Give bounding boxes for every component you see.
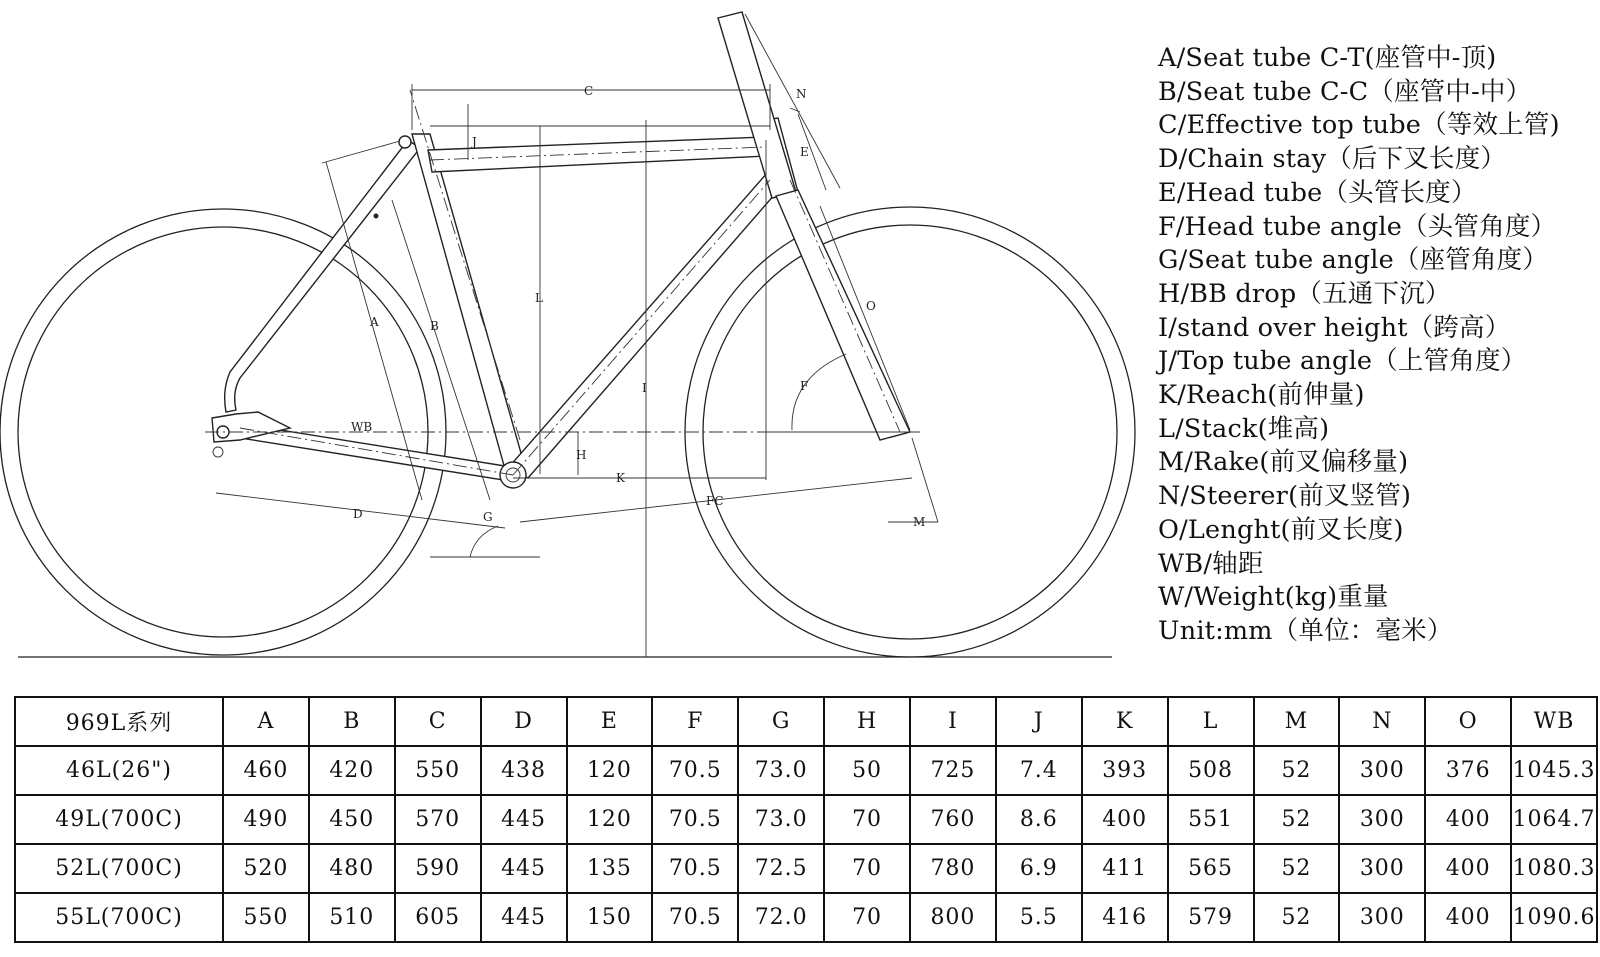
table-cell: 135	[567, 844, 653, 893]
table-cell: 760	[910, 795, 996, 844]
table-cell: 445	[481, 844, 567, 893]
dimension-lines	[216, 14, 938, 657]
label-c: C	[584, 84, 594, 98]
geometry-spec-table	[14, 696, 1598, 943]
table-cell: 1080.3	[1511, 844, 1597, 893]
label-l: L	[535, 291, 543, 305]
table-cell: 120	[567, 746, 653, 795]
label-m: M	[913, 515, 926, 529]
header-cell: E	[567, 697, 653, 746]
table-cell: 300	[1339, 746, 1425, 795]
table-cell: 70.5	[652, 795, 738, 844]
table-cell: 800	[910, 893, 996, 942]
table-cell: 450	[309, 795, 395, 844]
header-cell: B	[309, 697, 395, 746]
table-cell: 510	[309, 893, 395, 942]
legend-item: M/Rake(前叉偏移量)	[1158, 447, 1409, 478]
table-cell: 376	[1425, 746, 1511, 795]
table-cell: 570	[395, 795, 481, 844]
table-cell: 780	[910, 844, 996, 893]
table-cell: 300	[1339, 844, 1425, 893]
legend-item: O/Lenght(前叉长度)	[1158, 514, 1404, 545]
seat-tube	[412, 134, 527, 480]
label-k: K	[616, 471, 625, 485]
geometry-legend	[1158, 42, 1598, 649]
table-header-row	[15, 697, 1597, 746]
header-cell: L	[1168, 697, 1254, 746]
table-cell: 550	[395, 746, 481, 795]
label-i: I	[642, 381, 647, 395]
label-o: O	[866, 299, 876, 313]
label-d: D	[353, 507, 363, 521]
header-cell: K	[1082, 697, 1168, 746]
table-cell: 550	[223, 893, 309, 942]
table-cell: 52	[1254, 844, 1340, 893]
label-b: B	[430, 319, 439, 333]
legend-item: W/Weight(kg)重量	[1158, 582, 1389, 613]
table-cell: 70	[824, 844, 910, 893]
table-cell: 605	[395, 893, 481, 942]
table-cell: 445	[481, 893, 567, 942]
header-cell: H	[824, 697, 910, 746]
table-cell: 70.5	[652, 746, 738, 795]
label-h: H	[576, 448, 587, 462]
legend-item: A/Seat tube C-T(座管中-顶)	[1158, 43, 1497, 73]
table-cell: 393	[1082, 746, 1168, 795]
table-cell: 8.6	[996, 795, 1082, 844]
table-cell: 1064.7	[1511, 795, 1597, 844]
table-cell: 420	[309, 746, 395, 795]
legend-item: F/Head tube angle（头管角度）	[1158, 211, 1557, 242]
table-cell: 590	[395, 844, 481, 893]
header-cell: 969L系列	[15, 697, 223, 746]
table-cell: 579	[1168, 893, 1254, 942]
label-wb: WB	[351, 420, 373, 434]
header-cell: G	[738, 697, 824, 746]
table-cell: 300	[1339, 893, 1425, 942]
table-cell: 70.5	[652, 844, 738, 893]
header-cell: M	[1254, 697, 1340, 746]
table-cell: 52	[1254, 795, 1340, 844]
label-n: N	[796, 87, 807, 101]
legend-item: WB/轴距	[1158, 548, 1264, 579]
table-row	[15, 844, 1597, 893]
table-cell: 120	[567, 795, 653, 844]
header-cell: D	[481, 697, 567, 746]
legend-item: C/Effective top tube（等效上管)	[1158, 110, 1560, 141]
size-cell: 55L(700C)	[15, 893, 223, 942]
header-cell: O	[1425, 697, 1511, 746]
legend-item: K/Reach(前伸量)	[1158, 380, 1365, 411]
table-cell: 400	[1425, 795, 1511, 844]
table-cell: 72.0	[738, 893, 824, 942]
table-cell: 551	[1168, 795, 1254, 844]
table-cell: 1045.3	[1511, 746, 1597, 795]
top-tube	[428, 137, 766, 172]
table-cell: 5.5	[996, 893, 1082, 942]
table-cell: 411	[1082, 844, 1168, 893]
table-cell: 416	[1082, 893, 1168, 942]
table-cell: 300	[1339, 795, 1425, 844]
legend-item: Unit:mm（单位：毫米）	[1158, 615, 1453, 646]
legend-item: N/Steerer(前叉竖管)	[1158, 481, 1412, 512]
table-cell: 480	[309, 844, 395, 893]
table-cell: 72.5	[738, 844, 824, 893]
table-cell: 150	[567, 893, 653, 942]
table-cell: 400	[1082, 795, 1168, 844]
legend-item: I/stand over height（跨高）	[1158, 312, 1511, 343]
table-cell: 70	[824, 893, 910, 942]
table-cell: 460	[223, 746, 309, 795]
label-fc: FC	[706, 494, 724, 508]
table-cell: 400	[1425, 893, 1511, 942]
legend-item: E/Head tube（头管长度）	[1158, 177, 1477, 208]
label-a: A	[370, 315, 379, 329]
table-cell: 52	[1254, 746, 1340, 795]
table-cell: 70	[824, 795, 910, 844]
table-cell: 520	[223, 844, 309, 893]
table-cell: 725	[910, 746, 996, 795]
table-cell: 70.5	[652, 893, 738, 942]
header-cell: C	[395, 697, 481, 746]
table-cell: 445	[481, 795, 567, 844]
label-g: G	[483, 510, 493, 524]
table-row	[15, 795, 1597, 844]
label-f: F	[800, 379, 809, 393]
header-cell: N	[1339, 697, 1425, 746]
header-cell: J	[996, 697, 1082, 746]
size-cell: 52L(700C)	[15, 844, 223, 893]
table-cell: 400	[1425, 844, 1511, 893]
table-cell: 6.9	[996, 844, 1082, 893]
legend-item: H/BB drop（五通下沉）	[1158, 278, 1451, 309]
table-cell: 7.4	[996, 746, 1082, 795]
legend-item: L/Stack(堆高)	[1158, 413, 1330, 444]
seat-stay	[225, 140, 420, 412]
table-cell: 73.0	[738, 746, 824, 795]
table-cell: 438	[481, 746, 567, 795]
table-cell: 565	[1168, 844, 1254, 893]
size-cell: 46L(26")	[15, 746, 223, 795]
table-cell: 490	[223, 795, 309, 844]
fork-blade	[776, 190, 910, 440]
header-cell: F	[652, 697, 738, 746]
table-cell: 52	[1254, 893, 1340, 942]
legend-item: B/Seat tube C-C（座管中-中）	[1158, 76, 1532, 107]
table-cell: 508	[1168, 746, 1254, 795]
steerer	[718, 12, 796, 198]
legend-item: D/Chain stay（后下叉长度）	[1158, 144, 1507, 175]
table-cell: 50	[824, 746, 910, 795]
label-j: J	[472, 135, 477, 149]
header-cell: I	[910, 697, 996, 746]
label-e: E	[800, 145, 809, 159]
legend-item: J/Top tube angle（上管角度）	[1158, 346, 1527, 377]
header-cell: A	[223, 697, 309, 746]
table-row	[15, 746, 1597, 795]
table-cell: 1090.6	[1511, 893, 1597, 942]
header-cell: WB	[1511, 697, 1597, 746]
size-cell: 49L(700C)	[15, 795, 223, 844]
legend-item: G/Seat tube angle（座管角度）	[1158, 245, 1549, 276]
table-cell: 73.0	[738, 795, 824, 844]
table-row	[15, 893, 1597, 942]
